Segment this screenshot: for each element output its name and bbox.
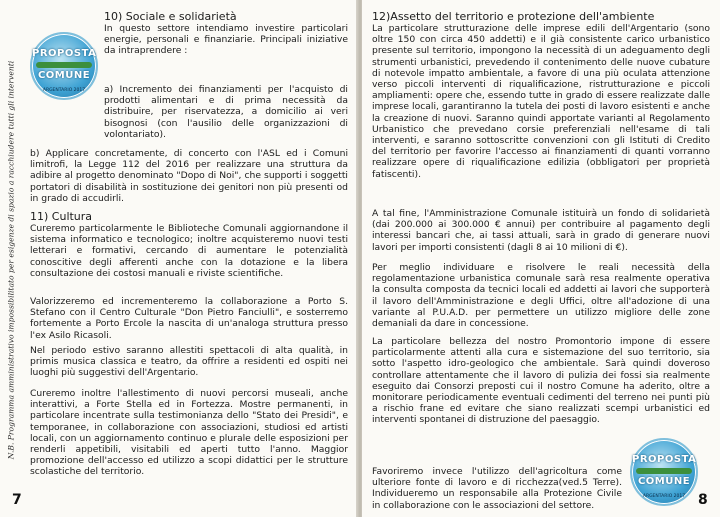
section-10-item-b: b) Applicare concretamente, di concerto con l'ASL ed i Comuni limitrofi, la Legge 112 del 2016 per realizzare una struttura da adibire al progetto denominato "Dopo di Noi", che supporti i soggetti portatori di disabilità in sostituzione dei genitori non più presenti od in grado di accudirli. xyxy=(30,148,348,204)
page-number-left: 7 xyxy=(12,492,22,508)
section-10-item-a: a) Incremento dei finanziamenti per l'acquisto di prodotti alimentari e di prima necessità da distribuire, per riservatezza, a domicilio ai veri bisognosi (con l'ausilio delle organizzazioni di volontariato). xyxy=(104,84,348,140)
section-12-title: 12)Assetto del territorio e protezione dell'ambiente xyxy=(372,10,655,23)
side-note: N.B. Programma amministrativo impossibilitato per esigenze di spazio a racchiudere tutti gli interventi xyxy=(6,60,16,460)
section-10-title: 10) Sociale e solidarietà xyxy=(104,10,237,23)
section-12-p2: A tal fine, l'Amministrazione Comunale istituirà un fondo di solidarietà (dai 200.000 ai 300.000 € annui) per contribuire al pagamento degli interessi bancari che, ai tassi attuali, sarà in grado di generare nuovi lavori per importi consistenti (dagli 8 ai 10 milioni di €). xyxy=(372,208,710,253)
proposta-comune-logo: PROPOSTA COMUNE ARGENTARIO 2017 xyxy=(30,32,98,100)
section-10-intro: In questo settore intendiamo investire particolari energie, personali e finanziarie. Principali iniziative da intraprendere : xyxy=(104,23,348,57)
section-11-p4: Cureremo inoltre l'allestimento di nuovi percorsi museali, anche interattivi, a Forte Stella ed in Fortezza. Mostre permanenti, in particolare incentrate sulla testimonianza dello "Stato dei Presidi", e temporanee, in collaborazione con associazioni, studiosi ed artisti locali, con un aggiornamento continuo e plurale delle esposizioni per renderli appetibili, visitabili ed aperti tutto l'anno. Maggior promozione dell'accesso ed utilizzo a scopi didattici per le strutture scolastiche del territorio. xyxy=(30,388,348,478)
section-12-p3: Per meglio individuare e risolvere le reali necessità della regolamentazione urbanistica comunale sarà resa realmente operativa la consulta composta da tecnici locali ed addetti ai lavori che supporterà il lavoro dell'Amministrazione e degli Uffici, oltre all'adozione di una variante al P.U.A.D. per permettere un utilizzo migliore delle zone demaniali da dare in concessione. xyxy=(372,262,710,330)
section-10-head xyxy=(104,10,348,57)
left-page xyxy=(0,0,358,517)
page-number-right: 8 xyxy=(698,492,708,508)
proposta-comune-logo-right: PROPOSTA COMUNE ARGENTARIO 2017 xyxy=(630,438,698,506)
section-11-p3: Nel periodo estivo saranno allestiti spettacoli di alta qualità, in primis musica classica e teatro, da offrire a residenti ed ospiti nei luoghi più suggestivi dell'Argentario. xyxy=(30,345,348,379)
section-12 xyxy=(372,10,710,180)
section-12-p4: La particolare bellezza del nostro Promontorio impone di essere particolarmente attenti alla cura e sistemazione del suo territorio, sia sotto l'aspetto idro-geologico che ambientale. Sarà quindi doveroso controllare attentamente che il lavoro di pulizia dei fossi sia realmente eseguito dai Consorzi preposti cui il nostro Comune ha aderito, oltre a monitorare periodicamente eventuali cedimenti del terreno nei punti più a rischio frane ed evitare che siano realizzati scempi urbanistici ed interventi spontanei di distruzione del paesaggio. xyxy=(372,336,710,426)
section-11-p2: Valorizzeremo ed incrementeremo la collaborazione a Porto S. Stefano con il Centro Culturale "Don Pietro Fanciulli", e sosterremo fortemente a Porto Ercole la nascita di un'analoga struttura presso l'ex Asilo Ricasoli. xyxy=(30,296,348,341)
section-12-p1: La particolare strutturazione delle imprese edili dell'Argentario (sono oltre 150 con circa 450 addetti) e il già consistente carico urbanistico presente sul territorio, impongono la necessità di un adeguamento degli strumenti urbanistici, prevedendo il contenimento delle nuove cubature di notevole impatto ambientale, a favore di una più oculata attenzione verso piccoli interventi di riqualificazione, ristrutturazione e piccoli ampliamenti: opere che, essendo tutte in grado di essere realizzate dalle imprese locali, garantiranno la tutela dei posti di lavoro esistenti e anche la creazione di nuovi. Saranno quindi apportate varianti al Regolamento Urbanistico che prevedano corsie preferenziali nell'esame di tali interventi, e saranno sottoscritte convenzioni con gli Istituti di Credito del territorio per favorire l'accesso ai finanziamenti di quanti vorranno realizzare opere di riqualificazione edilizia (obbligatori per proprietà fatiscenti). xyxy=(372,23,710,180)
right-page xyxy=(362,0,720,517)
section-11-p1: Cureremo particolarmente le Biblioteche Comunali aggiornandone il sistema informatico e tecnologico; inoltre acquisteremo nuovi testi letterari e formativi, cercando di aumentare le potenzialità conoscitive degli afferenti anche con la dotazione e la libera consultazione dei costosi manuali e riviste scientifiche. xyxy=(30,223,348,279)
section-12-p5: Favoriremo invece l'utilizzo dell'agricoltura come ulteriore fonte di lavoro e di ricchezza(ved.5 Terre). Individueremo un responsabile alla Protezione Civile in collaborazione con le associazioni del settore. xyxy=(372,466,622,511)
section-11-title: 11) Cultura xyxy=(30,210,93,223)
section-11 xyxy=(30,210,348,279)
